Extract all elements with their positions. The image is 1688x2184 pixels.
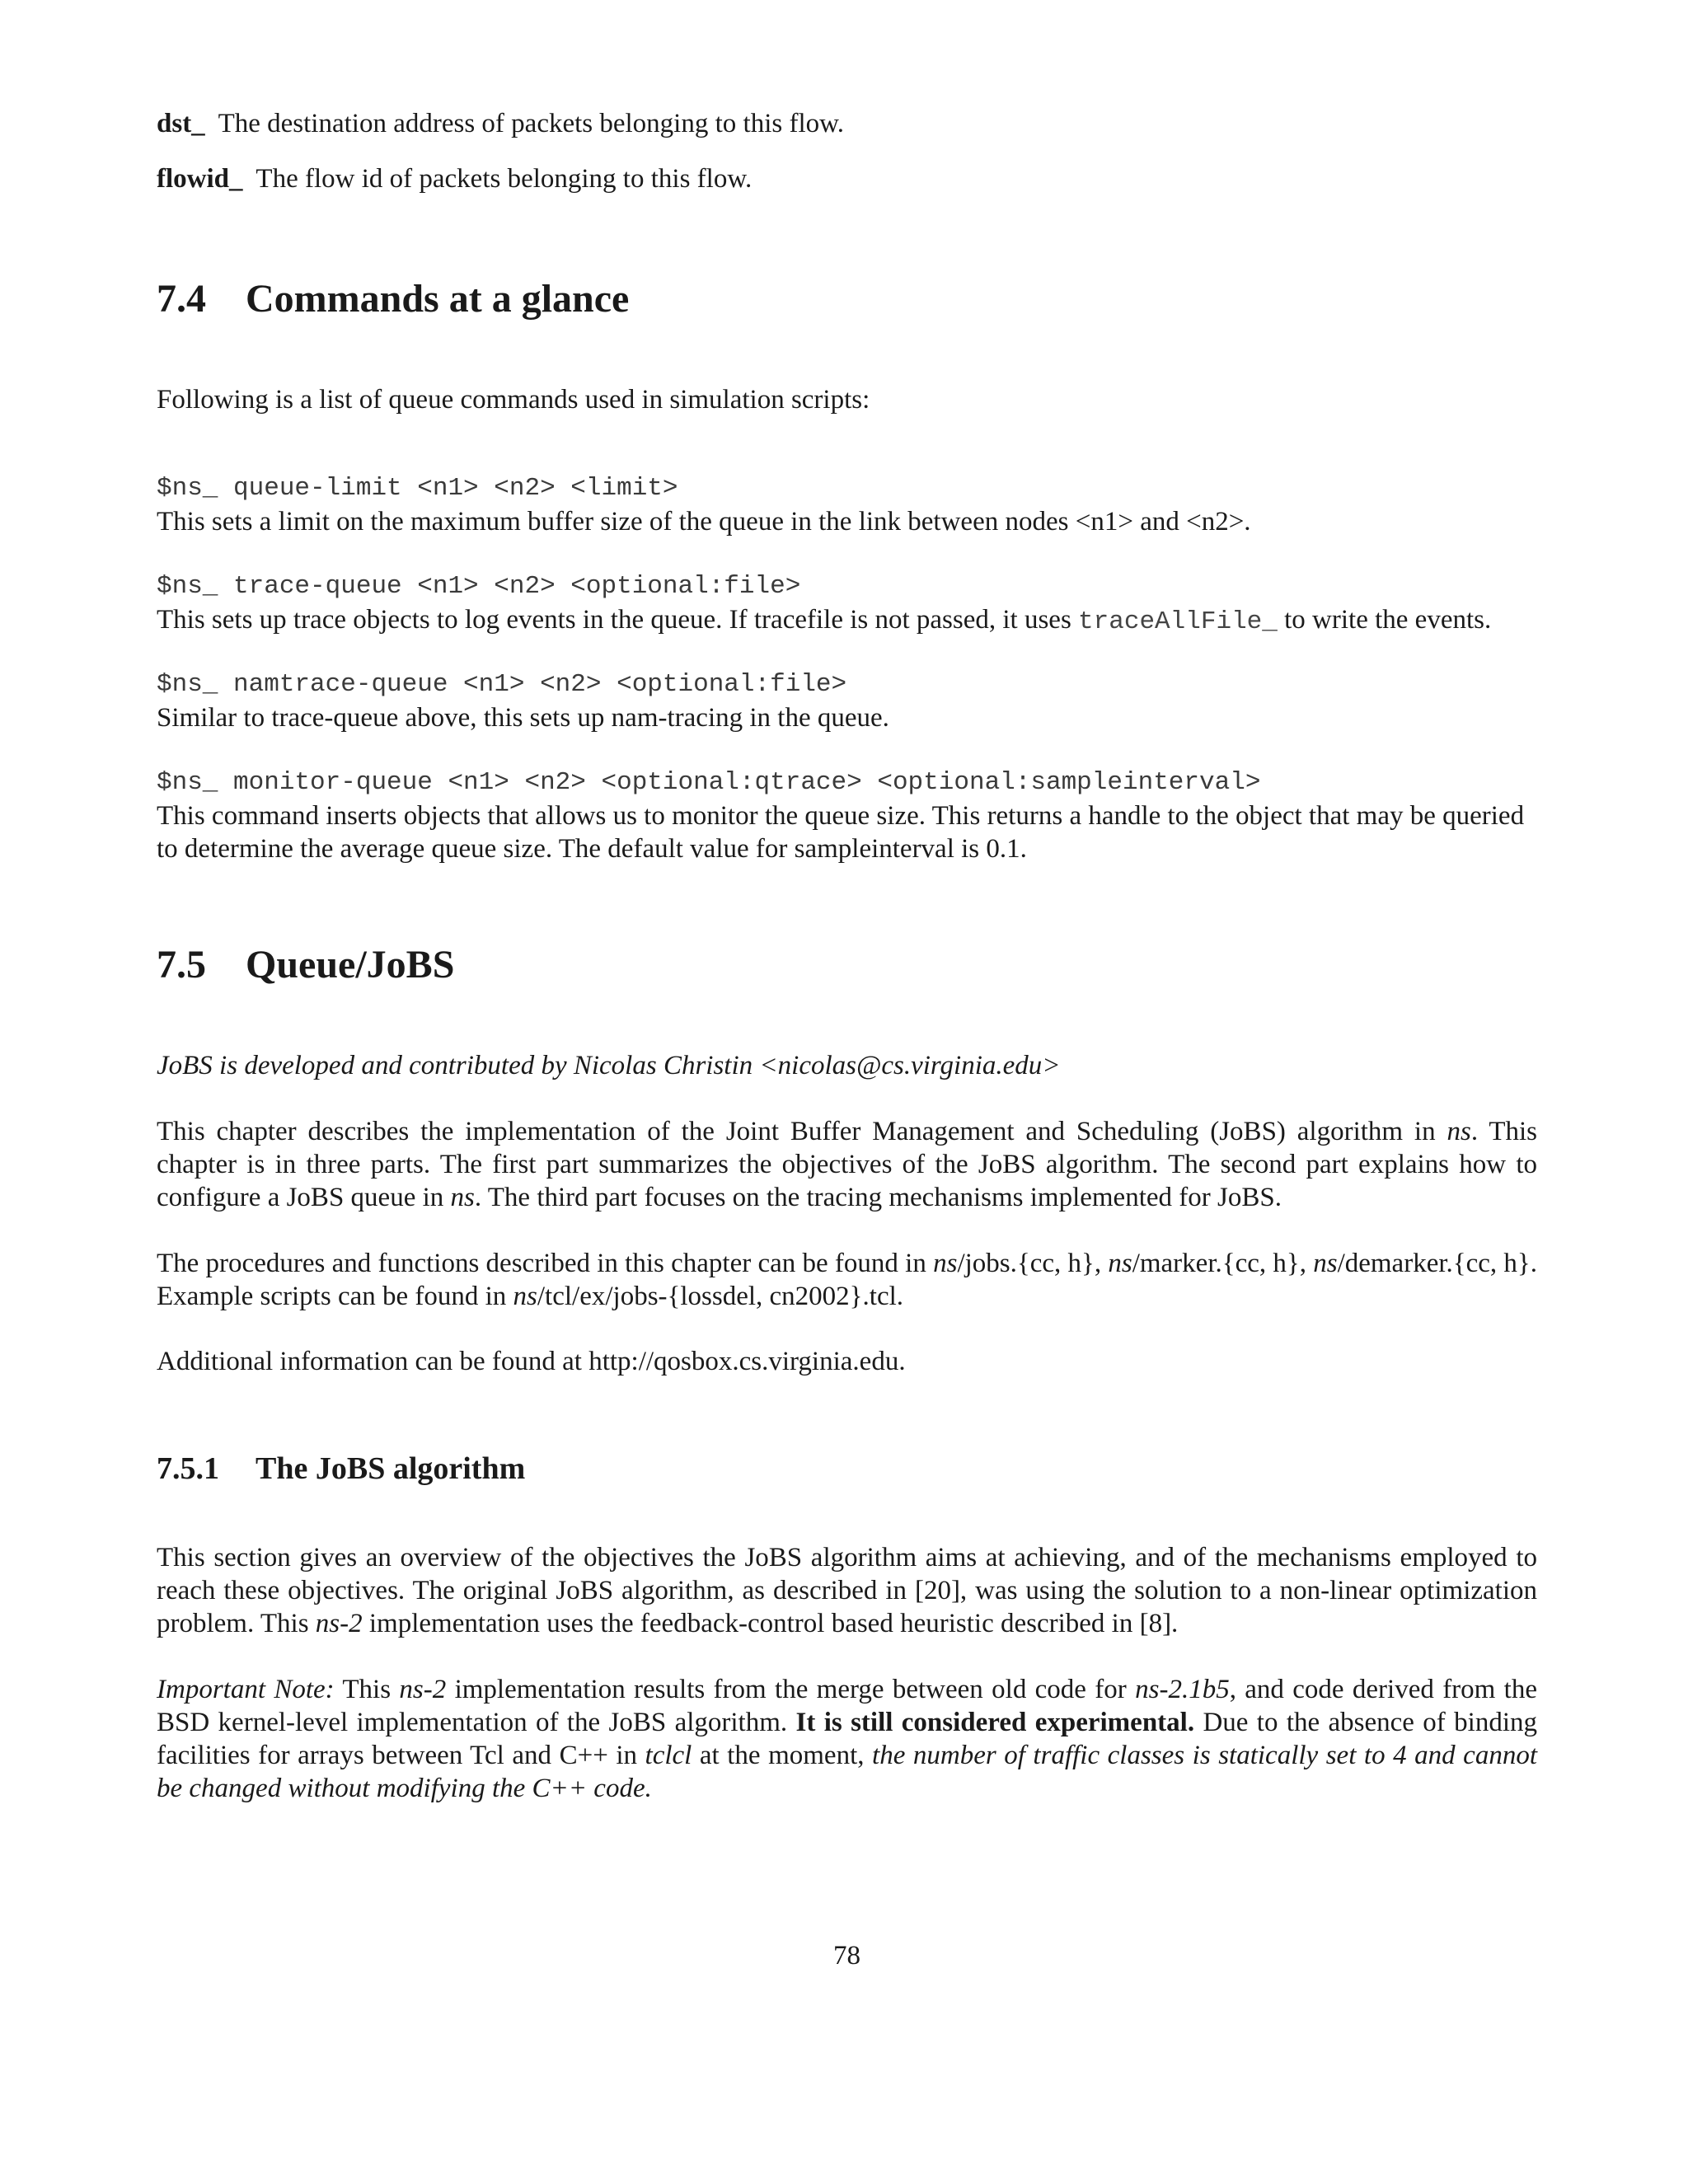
commands-intro: Following is a list of queue commands used in simulation scripts: — [157, 385, 870, 415]
command-description: This command inserts objects that allows us to monitor the queue size. This returns a handle to the object that may be queried to determine the average queue size. The default value for sampleinterval is 0.1. — [157, 801, 1525, 864]
command-code: $ns_ namtrace-queue <n1> <n2> <optional:file> — [157, 670, 847, 699]
definition-term: flowid_ — [157, 164, 243, 194]
section-number: 7.5 — [157, 943, 206, 987]
credit-line: JoBS is developed and contributed by Nicolas Christin <nicolas@cs.virginia.edu> — [157, 1051, 1061, 1080]
section-number: 7.5.1 — [157, 1451, 219, 1486]
definition-text: The flow id of packets belonging to this flow. — [256, 164, 753, 194]
section-title: Queue/JoBS — [246, 943, 455, 987]
definition-term: dst_ — [157, 109, 205, 138]
command-monitor-queue — [157, 766, 1537, 865]
paragraph-important-note: Important Note: This ns-2 implementation results from the merge between old code for ns-2.1b5, and code derived from the BSD kernel-level implementation of the JoBS algorithm. It is still considered experimental. Due to the absence of binding facilities for arrays between Tcl and C++ in tclcl at the moment, the number of traffic classes is statically set to 4 and cannot be changed without modifying the C++ code. — [157, 1675, 1537, 1803]
paragraph-jobs-overview: This section gives an overview of the objectives the JoBS algorithm aims at achieving, and of the mechanisms employed to reach these objectives. The original JoBS algorithm, as described in [20], was using the solution to a non-linear optimization problem. This ns-2 implementation uses the feedback-control based heuristic described in [8]. — [157, 1543, 1537, 1638]
definition-text: The destination address of packets belonging to this flow. — [218, 109, 845, 138]
command-description: This sets up trace objects to log events in the queue. If tracefile is not passed, it uses traceAllFile_ to write the events. — [157, 605, 1492, 636]
command-namtrace-queue — [157, 668, 1537, 734]
section-heading-7-5 — [157, 942, 1537, 987]
definition-flowid — [157, 162, 1537, 195]
section-title: Commands at a glance — [246, 277, 630, 321]
command-description: This sets a limit on the maximum buffer size of the queue in the link between nodes <n1> and <n2>. — [157, 507, 1251, 537]
paragraph-file-locations: The procedures and functions described in this chapter can be found in ns/jobs.{cc, h}, ns/marker.{cc, h}, ns/demarker.{cc, h}. Example scripts can be found in ns/tcl/ex/jobs-{lossdel, cn2002}.tcl. — [157, 1249, 1537, 1311]
command-code: $ns_ monitor-queue <n1> <n2> <optional:qtrace> <optional:sampleinterval> — [157, 768, 1261, 797]
subsection-heading-7-5-1 — [157, 1451, 1537, 1487]
definition-dst — [157, 107, 1537, 140]
document-page — [157, 0, 1537, 2184]
page-number: 78 — [833, 1941, 860, 1971]
paragraph-chapter-overview: This chapter describes the implementation of the Joint Buffer Management and Scheduling (JoBS) algorithm in ns. This chapter is in three parts. The first part summarizes the objectives of the JoBS algorithm. The second part explains how to configure a JoBS queue in ns. The third part focuses on the tracing mechanisms implemented for JoBS. — [157, 1117, 1537, 1212]
command-queue-limit — [157, 472, 1537, 538]
command-description: Similar to trace-queue above, this sets up nam-tracing in the queue. — [157, 703, 889, 733]
command-code: $ns_ queue-limit <n1> <n2> <limit> — [157, 474, 678, 503]
command-code: $ns_ trace-queue <n1> <n2> <optional:file> — [157, 572, 801, 601]
command-trace-queue — [157, 570, 1537, 639]
section-heading-7-4 — [157, 276, 1537, 321]
inline-code: traceAllFile_ — [1078, 607, 1278, 636]
paragraph-additional-info: Additional information can be found at http://qosbox.cs.virginia.edu. — [157, 1347, 906, 1376]
section-number: 7.4 — [157, 277, 206, 321]
section-title: The JoBS algorithm — [256, 1451, 526, 1486]
